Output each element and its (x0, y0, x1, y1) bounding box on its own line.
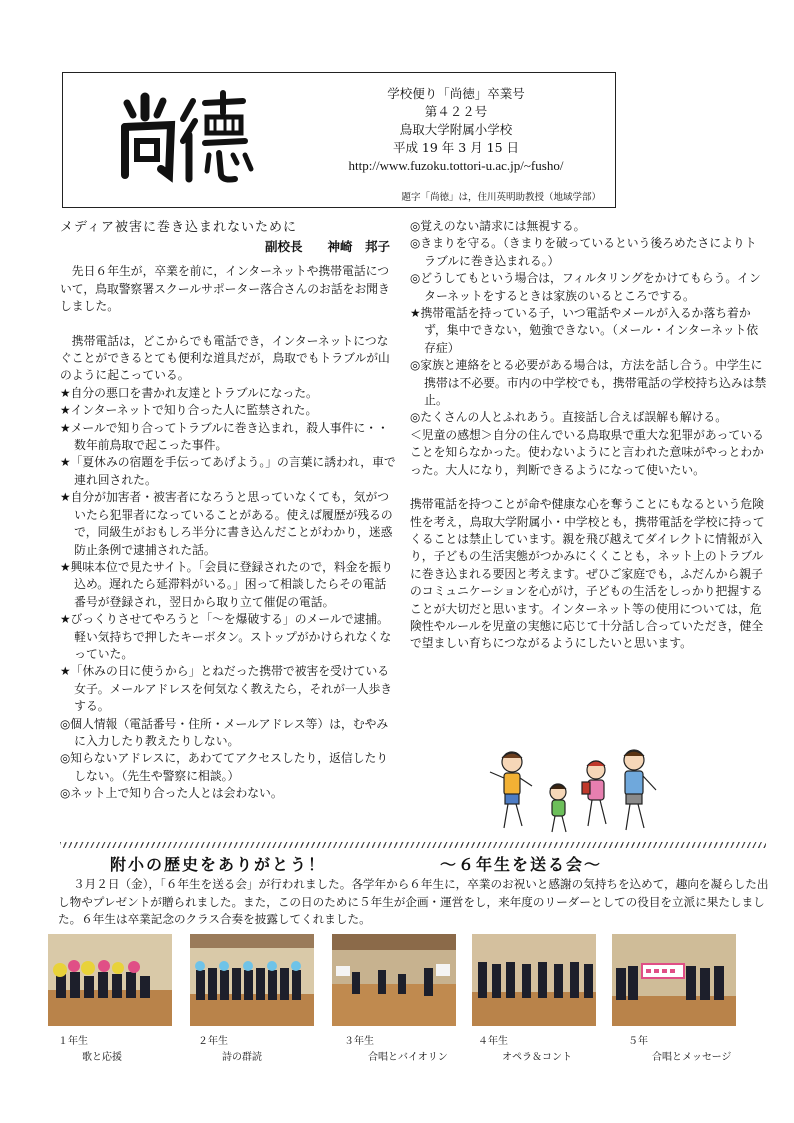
photo-grade1 (48, 934, 172, 1026)
section-title-main: 附小の歴史をありがとう！ (110, 855, 327, 874)
photo-grade2 (190, 934, 314, 1026)
case-item: ★自分の悪口を書かれ友達とトラブルになった。 (60, 385, 318, 400)
school-url[interactable]: http://www.fuzoku.tottori-u.ac.jp/~fusho/ (348, 158, 564, 173)
article-right-column (410, 218, 768, 653)
rule-item: ◎知らないアドレスに，あわててアクセスしたり，返信したりしない。（先生や警察に相談。） (60, 751, 389, 783)
photo-caption (628, 1034, 731, 1066)
rule-item: ◎ネット上で知り合った人とは会わない。 (60, 786, 283, 801)
article-paragraph: 携帯電話は，どこからでも電話でき，インターネットにつなぐことができるとても便利な道具だが，鳥取でもトラブルが山のように起こっている。 (60, 333, 390, 383)
section-divider (60, 842, 766, 848)
caption-grade: ３年生 (344, 1036, 374, 1047)
caption-desc: 歌と応援 (82, 1052, 122, 1063)
rule-item: ◎きまりを守る。（きまりを破っているという後ろめたさによりトラブルに巻き込まれる。） (410, 236, 757, 268)
issue-date: 平成 19 年 3 月 15 日 (392, 140, 520, 155)
student-impression: ＜児童の感想＞自分の住んでいる鳥取県で重大な犯罪があっていることを知らなかった。使わないようにと言われた意味がやっとわかった。大人になり，判断できるようになって使いたい。 (410, 427, 764, 477)
masthead-info (321, 85, 591, 175)
photo-grade4 (472, 934, 596, 1026)
rule-item: ◎たくさんの人とふれあう。直接話し合えば誤解も解ける。 (410, 410, 728, 425)
newsletter-title: 学校便り「尚徳」卒業号 (387, 86, 525, 101)
rule-item: ◎覚えのない請求には無視する。 (410, 219, 586, 233)
case-item: ★「休みの日に使うから」とねだった携帯で被害を受けている女子。メールアドレスを何気なく教えたら，それが一人歩きする。 (60, 664, 393, 714)
caption-desc: 詩の群読 (222, 1052, 262, 1063)
photo-caption (344, 1034, 448, 1066)
photo-caption (478, 1034, 572, 1066)
calligraphy-logo (111, 83, 261, 189)
rule-item: ◎家族と連絡をとる必要がある場合は，方法を話し合う。中学生に携帯は不必要。市内の中学校でも，携帯電話の学校持ち込みは禁止。 (410, 358, 767, 408)
case-item: ★自分が加害者・被害者になろうと思っていなくても，気がついたら犯罪者になっていることがある。使えば履歴が残るので，同級生がおもしろ半分に書き込んだことがわかり，迷惑防止条例で逮捕された話。 (60, 490, 393, 557)
issue-number: 第４２２号 (424, 104, 488, 119)
photo-caption (198, 1034, 262, 1066)
caption-grade: ４年生 (478, 1036, 508, 1047)
photo-grade5 (612, 934, 736, 1026)
calligraphy-credit: 題字「尚徳」は，住川英明助教授（地域学部） (401, 192, 601, 203)
section-body: ３月２日（金），「６年生を送る会」が行われました。各学年から６年生に，卒業のお祝いと感謝の気持ちを込めて，趣向を凝らした出し物やプレゼントが贈られました。また，この日のために５年生が企画・運営をし，来年度のリーダーとしての役目を立派に果たしました。６年生は卒業記念のクラス合奏を披露してくれました。 (58, 877, 769, 926)
article-left-column (60, 218, 396, 803)
case-item: ★インターネットで知り合った人に監禁された。 (60, 403, 318, 418)
caption-grade: ２年生 (198, 1036, 228, 1047)
article-byline: 副校長 神崎 邦子 (264, 239, 390, 254)
rule-item: ★携帯電話を持っている子，いつ電話やメールが入るか落ち着かず，集中できない，勉強できない。（メール・インターネット依存症） (410, 306, 759, 355)
section-title (110, 852, 750, 875)
rule-item: ◎個人情報（電話番号・住所・メールアドレス等）は，むやみに入力したり教えたりしない。 (60, 716, 389, 748)
caption-desc: オペラ＆コント (502, 1052, 572, 1063)
children-walking-illustration (478, 746, 664, 838)
case-item: ★「夏休みの宿題を手伝ってあげよう。」の言葉に誘われ，車で連れ回された。 (60, 455, 396, 487)
photo-grade3 (332, 934, 456, 1026)
article-closing: 携帯電話を持つことが命や健康な心を奪うことにもなるという危険性を考え，鳥取大学附属小・中学校とも，携帯電話を学校に持ってくることは禁止しています。親を飛び越えてダイレクトに情報が入り，子どもの生活実態がつかみにくくことも，ネット上のトラブルに巻き込まれる要因と考えます。ぜひご家庭でも，ふだんから親子のコミュニケーションを心がけ，子どもの生活をしっかり把握することが大切だと思います。インターネット等の使用については，危険性やルールを児童の実態に応じて十分話し合っていただき，健全で望ましい育ちにつながるようにしたいと思います。 (410, 497, 765, 651)
case-item: ★びっくりさせてやろうと「～を爆破する」のメールで逮捕。軽い気持ちで押したキーボタン。ストップがかけられなくなっていた。 (60, 612, 392, 661)
article-title: メディア被害に巻き込まれないために (60, 220, 297, 235)
rule-item: ◎どうしてもという場合は，フィルタリングをかけてもらう。インターネットをするときは家族のいるところでする。 (410, 271, 761, 303)
masthead (62, 72, 616, 208)
caption-grade: １年生 (58, 1036, 88, 1047)
photo-caption (58, 1034, 122, 1066)
case-item: ★メールで知り合ってトラブルに巻き込まれ，殺人事件に・・数年前鳥取で起こった事件。 (60, 420, 389, 453)
school-name: 鳥取大学附属小学校 (399, 122, 513, 137)
caption-desc: 合唱とバイオリン (368, 1052, 448, 1063)
section-title-sub: ～６年生を送る会～ (440, 855, 603, 874)
event-photo-strip (48, 934, 768, 1026)
case-item: ★興味本位で見たサイト。「会員に登録されたので，料金を振り込め。遅れたら延滞料がいる。」困って相談したらその電話番号が登録され，翌日から取り立て催促の電話。 (60, 559, 393, 609)
caption-grade: ５年 (628, 1036, 648, 1047)
article-intro: 先日６年生が，卒業を前に，インターネットや携帯電話について，鳥取警察署スクールサポーター落合さんのお話をお聞きしました。 (60, 264, 390, 314)
caption-desc: 合唱とメッセージ (652, 1052, 732, 1063)
